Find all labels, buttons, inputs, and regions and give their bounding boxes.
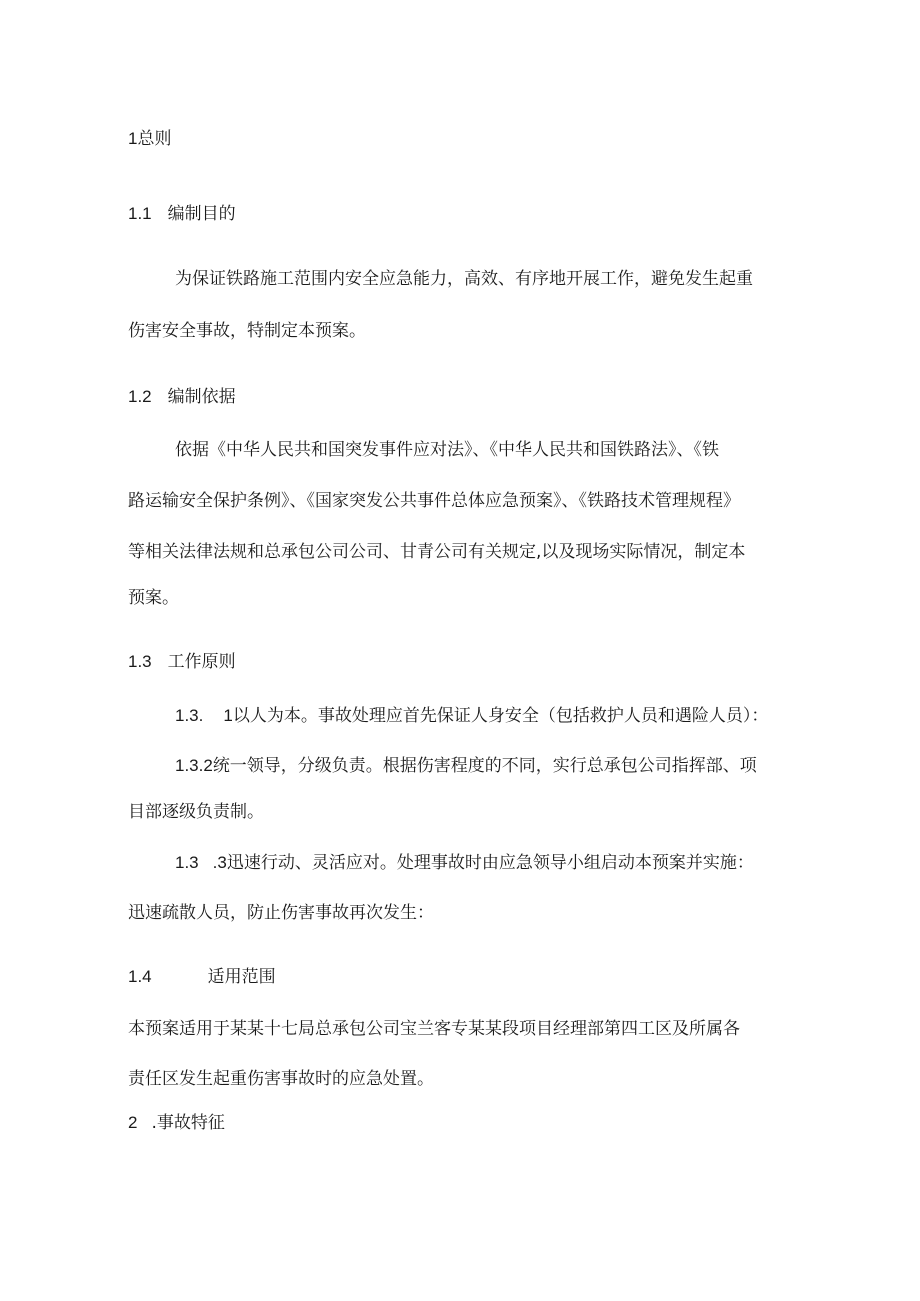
section-title: 总则 [137, 129, 172, 149]
section-1-1-heading [128, 203, 236, 225]
principle-1-3-1 [175, 705, 768, 727]
section-1-heading [128, 128, 171, 150]
section-number: 1.1 [128, 204, 152, 223]
paragraph-line: 为保证铁路施工范围内安全应急能力，高效、有序地开展工作，避免发生起重 [175, 269, 753, 289]
item-number-suffix: .3 [212, 853, 227, 872]
item-text: 迅速行动、灵活应对。处理事故时由应急领导小组启动本预案并实施： [226, 853, 754, 873]
paragraph-line: 本预案适用于某某十七局总承包公司宝兰客专某某段项目经理部第四工区及所属各 [128, 1019, 740, 1039]
section-1-2-heading [128, 386, 236, 408]
paragraph-line: 依据《中华人民共和国突发事件应对法》、《中华人民共和国铁路法》、《铁 [175, 440, 719, 460]
section-number: 1 [128, 129, 138, 148]
section-2-heading [128, 1112, 225, 1134]
section-1-4-heading [128, 966, 276, 988]
section-title: 适用范围 [207, 967, 276, 987]
principle-1-3-2 [175, 755, 757, 777]
section-title: 编制依据 [167, 387, 236, 407]
section-title: .事故特征 [151, 1113, 225, 1133]
section-number: 1.3 [128, 652, 152, 671]
paragraph-line: 等相关法律法规和总承包公司公司、甘青公司有关规定,以及现场实际情况，制定本 [128, 542, 746, 562]
paragraph-line: 迅速疏散人员，防止伤害事故再次发生： [128, 903, 434, 923]
item-text: 统一领导，分级负责。根据伤害程度的不同，实行总承包公司指挥部、项 [212, 756, 757, 776]
item-text: 以人为本。事故处理应首先保证人身安全（包括救护人员和遇险人员）： [232, 706, 769, 726]
section-1-3-heading [128, 651, 236, 673]
paragraph-line: 路运输安全保护条例》、《国家突发公共事件总体应急预案》、《铁路技术管理规程》 [128, 491, 740, 511]
item-number-suffix: 1 [223, 706, 233, 725]
item-number: 1.3 [175, 853, 199, 872]
section-number: 1.2 [128, 387, 152, 406]
paragraph-line: 预案。 [128, 588, 179, 608]
principle-1-3-3 [175, 852, 754, 874]
item-number: 1.3. [175, 706, 204, 725]
paragraph-line: 伤害安全事故，特制定本预案。 [128, 321, 366, 341]
paragraph-line: 责任区发生起重伤害事故时的应急处置。 [128, 1069, 434, 1089]
section-title: 编制目的 [167, 204, 236, 224]
section-number: 1.4 [128, 967, 152, 986]
paragraph-line: 目部逐级负责制。 [128, 802, 264, 822]
section-title: 工作原则 [167, 652, 236, 672]
item-number: 1.3.2 [175, 756, 213, 775]
section-number: 2 [128, 1113, 138, 1132]
